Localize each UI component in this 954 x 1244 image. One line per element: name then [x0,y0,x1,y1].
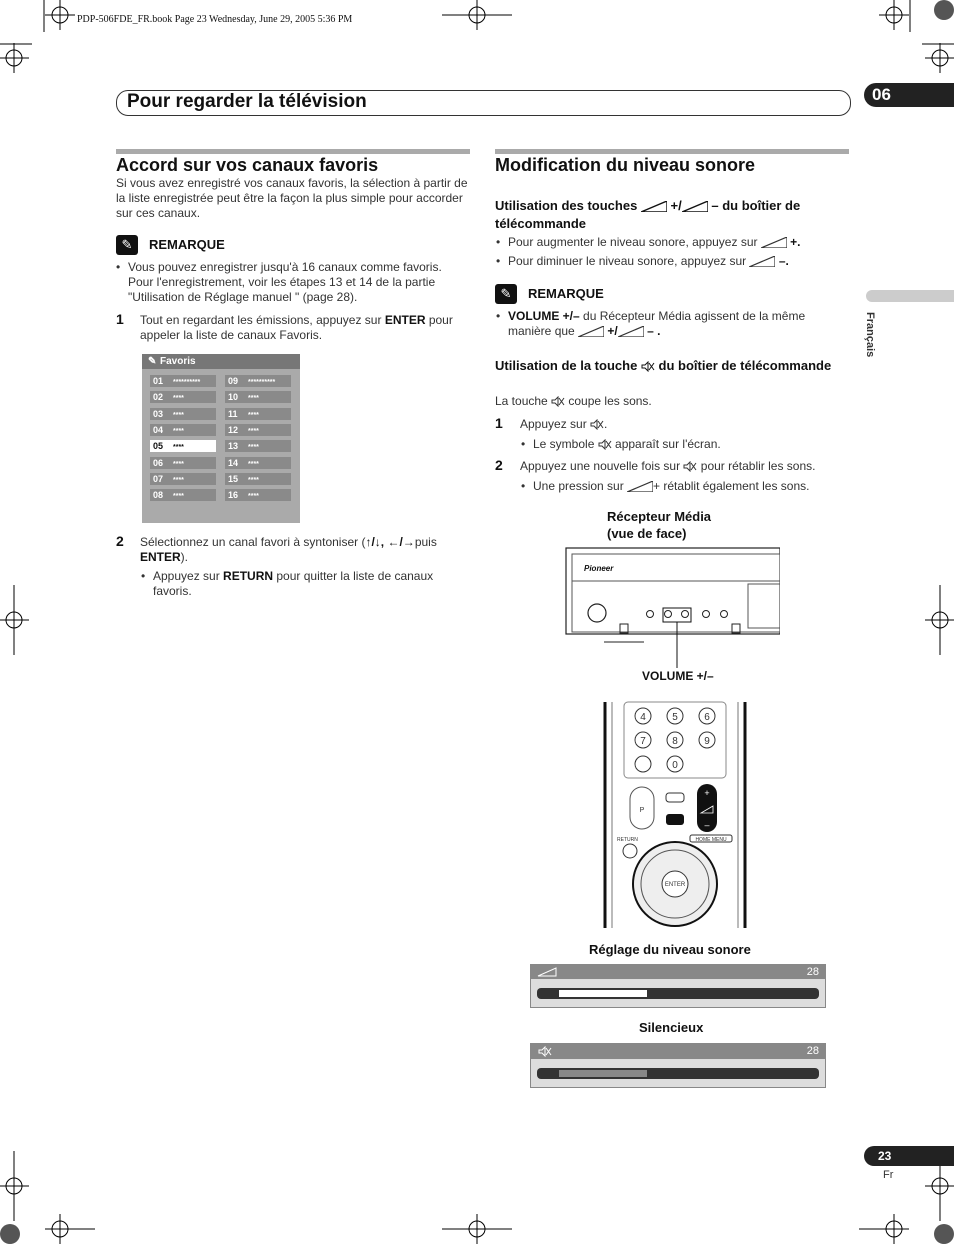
svg-text:8: 8 [672,736,678,747]
section-heading-favoris: Accord sur vos canaux favoris [116,155,379,175]
favoris-channel[interactable]: 14 **** [225,457,291,469]
mute-icon [641,361,655,372]
arrow-keys: ↑/↓, ←/→ [365,535,415,549]
volume-icon [682,201,708,212]
svg-text:RETURN: RETURN [617,837,638,843]
remote-control-illustration [600,700,750,928]
volume-icon [537,967,557,977]
favoris-channel[interactable]: 10 **** [225,391,291,403]
favoris-channel[interactable]: 12 **** [225,424,291,436]
subheading-volume-keys: Utilisation des touches +/ – du boîtier de télécommande [495,198,801,231]
svg-text:Pioneer: Pioneer [584,564,614,573]
volume-level-osd [530,964,826,1008]
favoris-channel[interactable]: 03 **** [150,408,216,420]
mute-icon [590,419,604,430]
step-number-2: 2 [116,533,124,549]
note-icon: ✎ [495,284,517,304]
page-number: 23 [864,1146,954,1166]
language-label: Français [864,312,876,358]
svg-text:ENTER: ENTER [664,882,686,888]
note-bullet-right: • VOLUME +/– du Récepteur Média agissent de la même manière que +/ – . [496,309,806,338]
svg-text:0: 0 [672,760,678,771]
mute-fill [559,1070,647,1077]
mute-step-2-sub: • Une pression sur + rétablit également les sons. [521,479,810,493]
level-header [531,965,825,979]
media-receiver-illustration [564,546,780,670]
favoris-intro: Si vous avez enregistré vos canaux favoris, la sélection à partir de la liste enregistrée peut être la façon la plus simple pour accorder sur ces canaux. [116,176,468,220]
bullet-volume-up: • Pour augmenter le niveau sonore, appuyez sur +. [496,235,801,249]
svg-text:4: 4 [640,712,646,723]
svg-text:HOME MENU: HOME MENU [695,837,727,843]
svg-text:7: 7 [640,736,646,747]
volume-icon [641,201,667,212]
mute-icon [551,396,565,407]
favoris-channel[interactable]: 07 **** [150,473,216,485]
note-bullet: • Vous pouvez enregistrer jusqu'à 16 canaux comme favoris. Pour l'enregistrement, voir les étapes 13 et 14 de la partie "Utilisation de Réglage manuel " (page 28). [116,260,442,304]
mute-icon [537,1046,553,1057]
svg-text:–: – [704,820,710,830]
favoris-channel[interactable]: 01 ********** [150,375,216,387]
step-number-1-right: 1 [495,415,503,431]
favoris-channel[interactable]: 05 **** [150,440,216,452]
level-value: 28 [806,966,819,978]
chapter-badge: 06 [864,83,954,107]
step-2-text: Sélectionnez un canal favori à syntoniser (↑/↓, ←/→puis ENTER). [140,535,437,564]
mute-step-2: Appuyez une nouvelle fois sur pour rétablir les sons. [520,459,816,473]
mute-step-1-sub: • Le symbole apparaît sur l'écran. [521,437,721,451]
pencil-icon: ✎ [148,356,157,367]
page-lang-code: Fr [883,1169,894,1181]
section-rule-right [495,149,849,154]
step-number-2-right: 2 [495,457,503,473]
language-tab [866,290,954,302]
mute-osd [530,1043,826,1088]
volume-label: VOLUME +/– [642,669,714,683]
svg-text:P: P [639,807,645,814]
favoris-channel[interactable]: 09 ********** [225,375,291,387]
favoris-channel[interactable]: 02 **** [150,391,216,403]
favoris-channel[interactable]: 16 **** [225,489,291,501]
favoris-channel[interactable]: 04 **** [150,424,216,436]
favoris-channel[interactable]: 06 **** [150,457,216,469]
note-label-right: REMARQUE [528,286,604,301]
favoris-channel[interactable]: 08 **** [150,489,216,501]
favoris-channel[interactable]: 11 **** [225,408,291,420]
volume-icon [578,326,604,337]
svg-text:9: 9 [704,736,710,747]
mute-intro: La touche coupe les sons. [495,394,652,408]
step-2-sub: • Appuyez sur RETURN pour quitter la liste de canaux favoris. [141,569,434,598]
level-caption: Réglage du niveau sonore [589,942,751,957]
page-title: Pour regarder la télévision [127,91,367,112]
svg-text:5: 5 [672,712,678,723]
mute-step-1: Appuyez sur . [520,417,608,431]
favoris-title: ✎ Favoris [142,354,300,369]
svg-text:6: 6 [704,712,710,723]
level-fill [559,990,647,997]
section-heading-volume: Modification du niveau sonore [495,155,756,175]
section-rule-left [116,149,470,154]
favoris-channel[interactable]: 13 **** [225,440,291,452]
step-number-1: 1 [116,311,124,327]
receiver-caption: Récepteur Média (vue de face) [607,509,712,541]
note-icon: ✎ [116,235,138,255]
subheading-mute: Utilisation de la touche du boîtier de télécommande [495,358,832,373]
volume-icon [627,481,653,492]
book-info-line: PDP-506FDE_FR.book Page 23 Wednesday, June 29, 2005 5:36 PM [77,14,353,25]
mute-icon [598,439,612,450]
favoris-channel[interactable]: 15 **** [225,473,291,485]
mute-header [531,1044,825,1059]
mute-icon [683,461,697,472]
volume-icon [618,326,644,337]
volume-icon [749,256,775,267]
svg-text:+: + [704,788,710,798]
mute-caption: Silencieux [639,1020,704,1035]
step-1-text: Tout en regardant les émissions, appuyez sur ENTER pour appeler la liste de canaux Favoris. [140,313,453,342]
note-label: REMARQUE [149,237,225,252]
mute-value: 28 [806,1045,819,1057]
volume-icon [761,237,787,248]
bullet-volume-down: • Pour diminuer le niveau sonore, appuyez sur –. [496,254,789,268]
